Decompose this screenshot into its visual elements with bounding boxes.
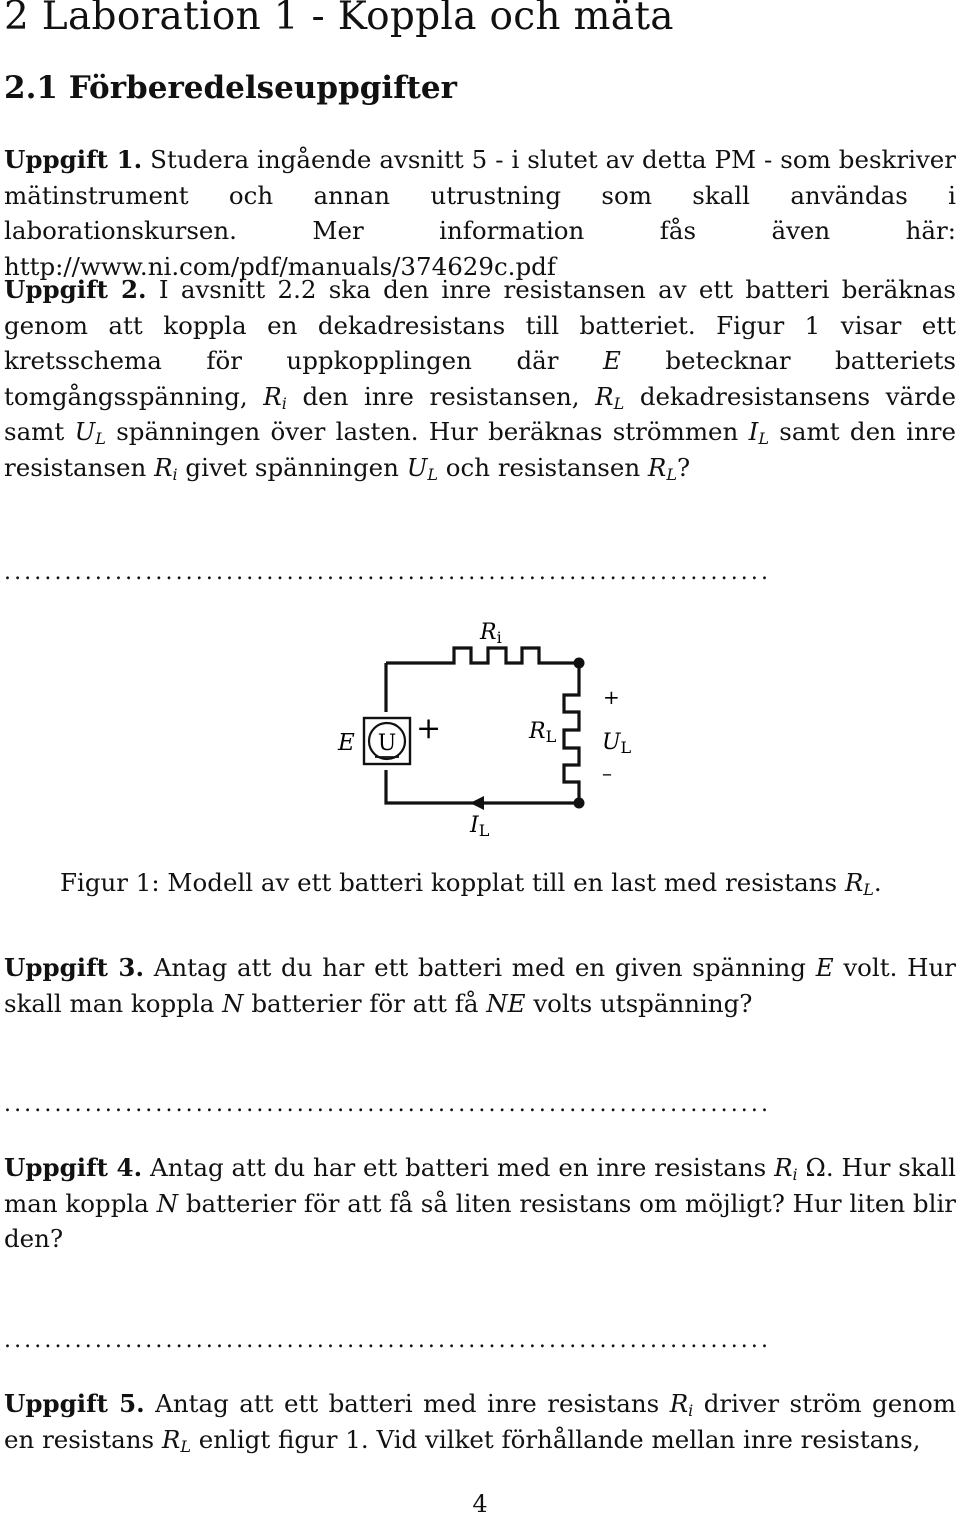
output-minus-label: –: [602, 761, 612, 785]
ul-label: UL: [602, 730, 632, 757]
math-U: U: [74, 417, 96, 446]
subsection-heading: 2.1 Förberedelseuppgifter: [4, 70, 457, 106]
task-5-text: enligt figur 1. Vid vilket förhållande mellan inre resistans,: [190, 1424, 921, 1454]
math-sub-L: L: [666, 464, 677, 484]
task-2-text: I avsnitt 2.2 ska den inre resistansen av ett batteri beräknas genom att koppla en dekadresistans till batteriet. Figur 1 visar ett kretsschema för uppkopplingen där: [4, 275, 956, 375]
math-sub-L: L: [613, 393, 625, 413]
math-sub-i: i: [792, 1165, 798, 1184]
math-sub-L: L: [95, 429, 106, 448]
output-plus-label: +: [603, 685, 620, 709]
task-3-text: volt. Hur skall man koppla: [4, 953, 956, 1018]
task-4-text: Ω. Hur skall man koppla: [4, 1153, 956, 1218]
math-R: R: [154, 452, 173, 482]
task-4-text: batterier för att få så liten resistans om möjligt? Hur liten blir den?: [4, 1188, 956, 1253]
task-2-text: dekadresistansens värde samt: [4, 381, 956, 446]
task-2-text: ?: [676, 452, 691, 482]
math-N: N: [222, 988, 244, 1018]
math-sub-L: L: [863, 880, 874, 899]
math-R: R: [161, 1424, 181, 1454]
math-R: R: [669, 1389, 689, 1418]
task-4: [4, 1150, 956, 1257]
math-E: E: [602, 346, 621, 375]
task-1-text: Studera ingående avsnitt 5 - i slutet av detta PM - som beskriver mätinstrument och annan utrustning som skall användas i laborationskursen. Mer information fås även här:: [4, 145, 956, 245]
task-3-label: Uppgift 3.: [4, 953, 144, 982]
task-2-label: Uppgift 2.: [4, 275, 147, 304]
task-2-text: och resistansen: [438, 452, 648, 482]
task-1-label: Uppgift 1.: [4, 145, 143, 174]
math-sub-L: L: [427, 464, 438, 484]
ri-label: Ri: [480, 620, 502, 647]
math-I: I: [748, 417, 759, 446]
task-3-text: Antag att du har ett batteri med en given spänning: [143, 953, 816, 982]
source-plus-label: +: [416, 711, 442, 746]
task-2-text: spänningen över lasten. Hur beräknas strömmen: [105, 417, 749, 446]
task-5-label: Uppgift 5.: [4, 1389, 145, 1418]
page-number: 4: [472, 1490, 488, 1518]
math-R: R: [844, 868, 864, 897]
bottom-terminal: [574, 798, 585, 809]
math-NE: NE: [486, 988, 526, 1018]
rl-label: RL: [529, 719, 557, 746]
math-sub-i: i: [688, 1401, 694, 1420]
current-arrow-icon: [470, 796, 484, 810]
answer-line-1: ............................................................................: [4, 560, 772, 585]
task-2: [4, 272, 956, 485]
caption-end: .: [873, 868, 882, 897]
task-2-text: den inre resistansen,: [286, 381, 596, 411]
il-label: IL: [470, 813, 490, 840]
math-U: U: [406, 452, 428, 482]
math-R: R: [774, 1153, 793, 1182]
task-4-label: Uppgift 4.: [4, 1153, 143, 1182]
task-2-text: samt den inre resistansen: [4, 417, 957, 482]
math-sub-L: L: [180, 1436, 191, 1456]
math-sub-i: i: [172, 464, 178, 484]
caption-text: Figur 1: Modell av ett batteri kopplat till en last med resistans: [60, 868, 845, 897]
task-4-text: Antag att du har ett batteri med en inre resistans: [142, 1153, 775, 1182]
math-R: R: [263, 381, 282, 411]
task-2-text: givet spänningen: [177, 452, 407, 482]
source-u-label: U: [377, 731, 397, 756]
task-5: [4, 1386, 956, 1457]
circuit-diagram: [324, 610, 654, 850]
answer-line-2: ............................................................................: [4, 1092, 772, 1117]
task-5-text: driver ström genom en resistans: [4, 1389, 957, 1454]
math-N: N: [156, 1188, 179, 1218]
task-3-text: batterier för att få: [243, 988, 487, 1018]
task-3-text: volts utspänning?: [525, 988, 753, 1018]
task-1: [4, 142, 956, 284]
math-sub-i: i: [281, 393, 287, 413]
task-1-url[interactable]: http://www.ni.com/pdf/manuals/374629c.pdf: [4, 251, 556, 281]
math-R: R: [595, 381, 614, 411]
task-2-text: betecknar batteriets tomgångsspänning,: [4, 346, 957, 411]
math-E: E: [815, 953, 834, 982]
math-R: R: [647, 452, 667, 482]
answer-line-3: ............................................................................: [4, 1328, 772, 1353]
task-3: [4, 950, 956, 1021]
figure-caption: [60, 868, 882, 897]
top-terminal: [574, 658, 585, 669]
task-5-text: Antag att ett batteri med inre resistans: [144, 1389, 670, 1418]
math-sub-L: L: [758, 429, 769, 448]
section-heading: 2 Laboration 1 - Koppla och mäta: [4, 0, 674, 39]
e-label: E: [338, 730, 355, 756]
